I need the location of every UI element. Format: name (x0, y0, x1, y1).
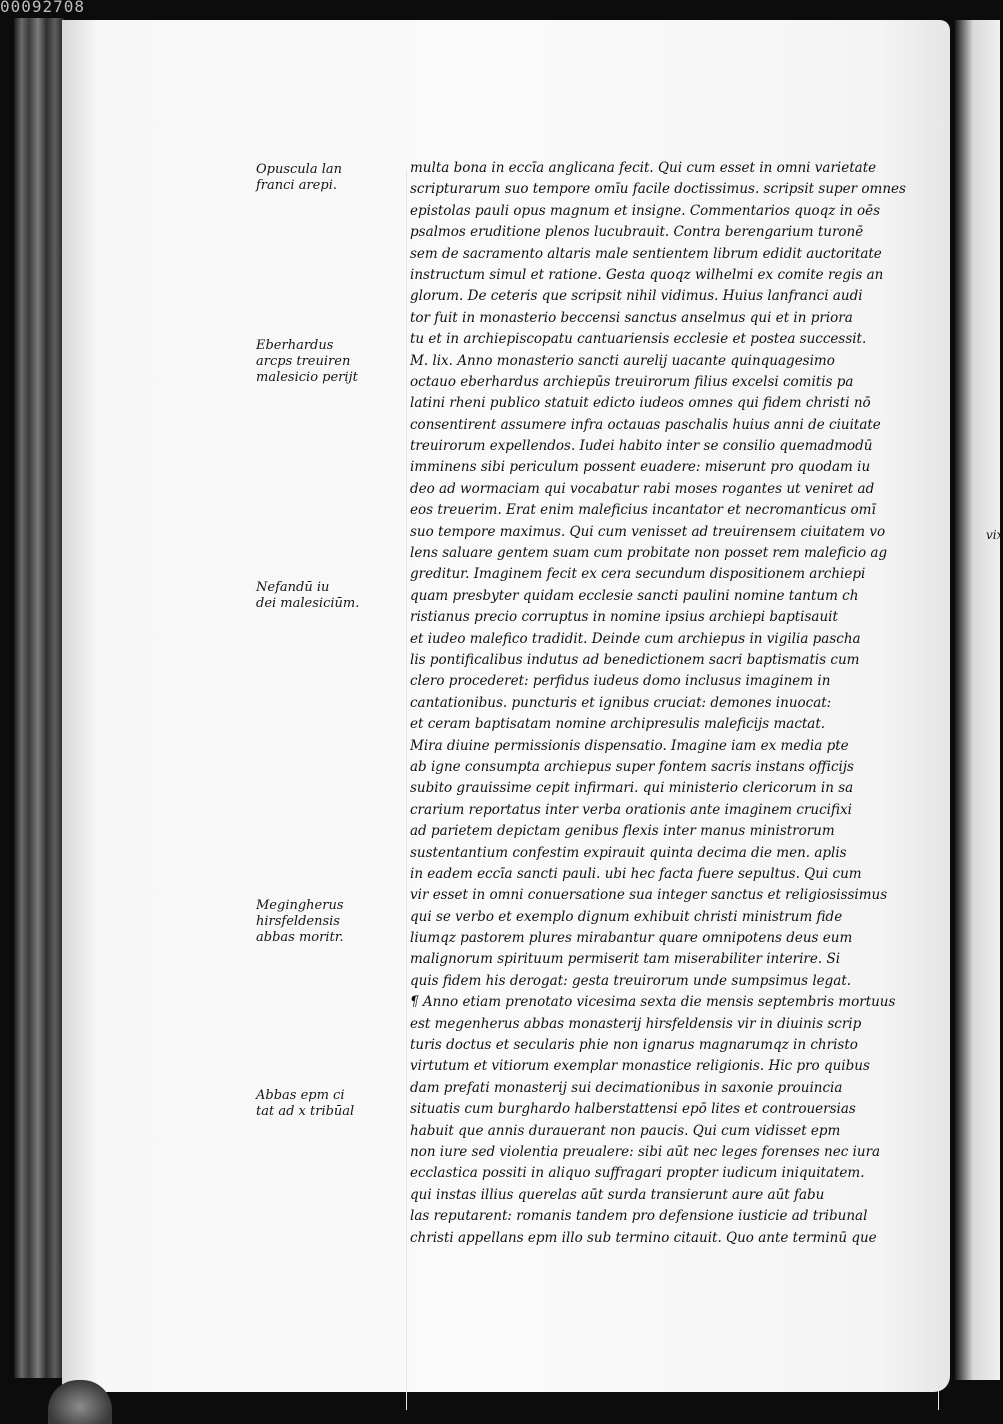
text-line: situatis cum burghardo halberstattensi epō lites et controuersias (410, 1101, 856, 1118)
text-line: octauo eberhardus archiepūs treuirorum filius excelsi comitis pa (410, 373, 854, 390)
text-line: subito grauissime cepit infirmari. qui ministerio clericorum in sa (410, 780, 854, 797)
text-line: M. lix. Anno monasterio sancti aurelij uacante quinquagesimo (410, 352, 835, 369)
archive-id-label: 00092708 (0, 0, 86, 16)
text-line: malignorum spirituum permiserit tam miserabiliter interire. Si (410, 951, 841, 968)
text-line: Mira diuine permissionis dispensatio. Imagine iam ex media pte (410, 737, 849, 754)
text-line: lens saluare gentem suam cum probitate non posset rem maleficio ag (410, 545, 888, 562)
margin-note-line: Abbas epm ci (256, 1088, 345, 1103)
book-spine (14, 18, 64, 1378)
margin-note-line: franci arepi. (256, 178, 337, 193)
text-line: latini rheni publico statuit edicto iudeos omnes qui fidem christi nō (410, 395, 871, 412)
text-line: est megenherus abbas monasterij hirsfeldensis vir in diuinis scrip (410, 1015, 862, 1032)
text-line: dam prefati monasterij sui decimationibus in saxonie prouincia (410, 1079, 843, 1096)
text-line: et iudeo malefico tradidit. Deinde cum archiepus in vigilia pascha (410, 630, 861, 647)
margin-note-line: Eberhardus (256, 338, 334, 353)
margin-note-line: tat ad x tribūal (256, 1104, 355, 1119)
text-line: imminens sibi periculum possent euadere: miserunt pro quodam iu (410, 459, 871, 476)
text-line: qui instas illius querelas aūt surda transierunt aure aūt fabu (410, 1186, 825, 1203)
text-line: vir esset in omni conuersatione sua integer sanctus et religiosissimus (410, 887, 888, 904)
margin-note-abbas (256, 1088, 354, 1120)
text-line: tu et in archiepiscopatu cantuariensis ecclesie et postea successit. (410, 331, 867, 348)
text-line: multa bona in eccīa anglicana fecit. Qui cum esset in omni varietate (410, 160, 877, 176)
text-line: deo ad wormaciam qui vocabatur rabi moses rogantes ut veniret ad (410, 480, 875, 497)
text-line: las reputarent: romanis tandem pro defensione iusticie ad tribunal (410, 1208, 868, 1225)
text-line: cantationibus. puncturis et ignibus cruciat: demones inuocat: (410, 694, 832, 711)
text-line: quis fidem his derogat: gesta treuirorum unde sumpsimus legat. (410, 972, 852, 989)
ruling-line (406, 170, 407, 1410)
text-line: glorum. De ceteris que scripsit nihil vidimus. Huius lanfranci audi (410, 288, 863, 305)
text-line: scripturarum suo tempore omīu facile doctissimus. scripsit super omnes (410, 181, 906, 198)
margin-note-megingherus (256, 898, 344, 946)
text-line: ristianus precio corruptus in nomine ipsius archiepi baptisauit (410, 609, 838, 626)
margin-note-line: Nefandū iu (256, 580, 330, 595)
text-line: eos treuerim. Erat enim maleficius incantator et necromanticus omī (410, 502, 876, 519)
text-line: consentirent assumere infra octauas paschalis huius anni de ciuitate (410, 416, 881, 433)
facing-page-fragment: vix (986, 528, 1003, 542)
ruling-line (938, 170, 939, 1410)
text-line: ecclastica possiti in aliquo suffragari propter iudicum iniquitatem. (410, 1165, 865, 1182)
text-line: qui se verbo et exemplo dignum exhibuit christi ministrum fide (410, 908, 843, 925)
text-line: habuit que annis durauerant non paucis. Qui cum vidisset epm (410, 1122, 841, 1139)
margin-note-line: dei malesiciūm. (256, 596, 360, 611)
margin-note-line: Megingherus (256, 898, 344, 913)
text-line: sem de sacramento altaris male sentientem librum edidit auctoritate (410, 245, 882, 262)
margin-note-nefandum (256, 580, 359, 612)
text-line: in eadem eccīa sancti pauli. ubi hec facta fuere sepultus. Qui cum (410, 865, 862, 882)
text-line: liumqz pastorem plures mirabantur quare omnipotens deus eum (410, 930, 853, 947)
margin-note-eberhardus (256, 338, 358, 386)
margin-note-opuscula (256, 162, 342, 194)
text-line: treuirorum expellendos. Iudei habito inter se consilio quemadmodū (410, 438, 873, 455)
facing-page-edge (955, 20, 1000, 1380)
text-line: ¶ Anno etiam prenotato vicesima sexta die mensis septembris mortuus (410, 994, 896, 1011)
text-line: instructum simul et ratione. Gesta quoqz wilhelmi ex comite regis an (410, 266, 884, 283)
text-line: quam presbyter quidam ecclesie sancti paulini nomine tantum ch (410, 587, 859, 604)
text-line: virtutum et vitiorum exemplar monastice religionis. Hic pro quibus (410, 1058, 870, 1075)
text-line: ab igne consumpta archiepus super fontem sacris instans officijs (410, 758, 854, 775)
margin-note-line: Opuscula lan (256, 162, 342, 177)
text-line: psalmos eruditione plenos lucubrauit. Contra berengarium turonē (410, 224, 864, 241)
margin-note-line: abbas moritr. (256, 930, 344, 945)
text-line: greditur. Imaginem fecit ex cera secundum dispositionem archiepi (410, 566, 866, 583)
text-line: turis doctus et secularis phie non ignarus magnarumqz in christo (410, 1037, 858, 1054)
text-line: clero procederet: perfidus iudeus domo inclusus imaginem in (410, 673, 831, 690)
main-text-column (410, 158, 938, 1249)
text-line: sustentantium confestim expirauit quinta decima die men. aplis (410, 844, 847, 861)
margin-note-line: hirsfeldensis (256, 914, 340, 929)
text-line: lis pontificalibus indutus ad benedictionem sacri baptismatis cum (410, 651, 860, 668)
margin-note-line: arcps treuiren (256, 354, 351, 369)
text-line: epistolas pauli opus magnum et insigne. Commentarios quoqz in oēs (410, 202, 881, 219)
text-line: suo tempore maximus. Qui cum venisset ad treuirensem ciuitatem vo (410, 523, 886, 540)
text-line: christi appellans epm illo sub termino citauit. Quo ante terminū que (410, 1229, 877, 1246)
text-line: crarium reportatus inter verba orationis ante imaginem crucifixi (410, 801, 852, 818)
text-line: tor fuit in monasterio beccensi sanctus anselmus qui et in priora (410, 309, 853, 326)
margin-note-line: malesicio perijt (256, 370, 358, 385)
text-line: non iure sed violentia preualere: sibi aūt nec leges forenses nec iura (410, 1143, 881, 1160)
text-line: ad parietem depictam genibus flexis inter manus ministrorum (410, 823, 835, 840)
text-line: et ceram baptisatam nomine archipresulis maleficijs mactat. (410, 716, 826, 733)
